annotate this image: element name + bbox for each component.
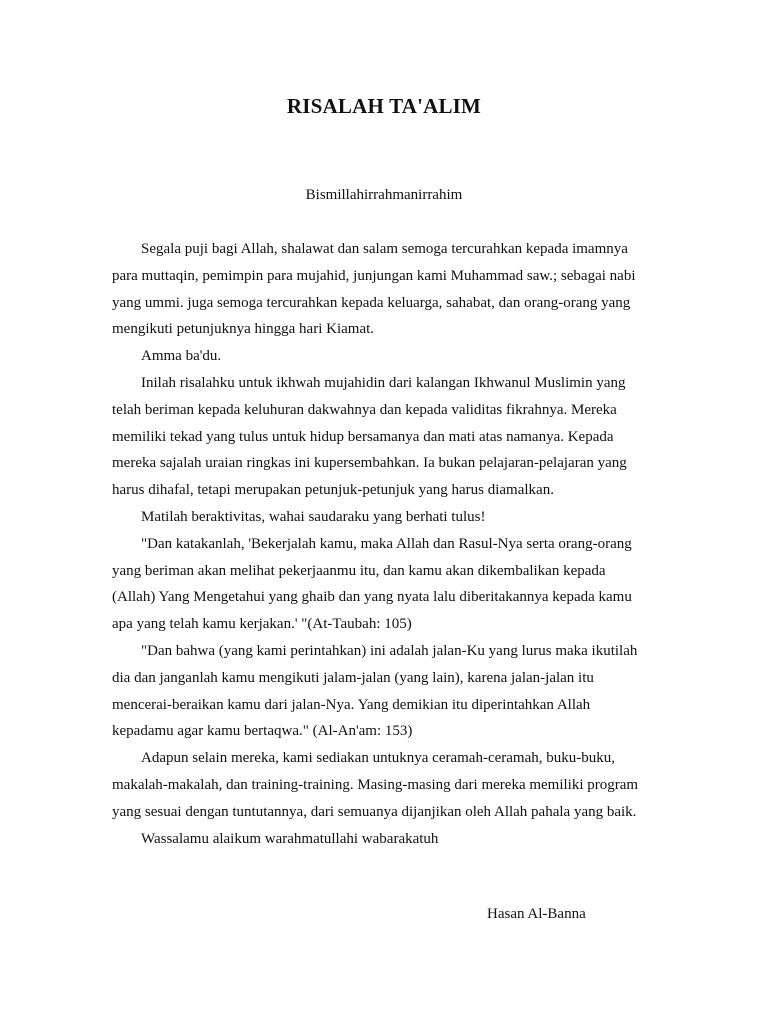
text-line: para muttaqin, pemimpin para mujahid, junjungan kami Muhammad saw.; sebagai nabi	[112, 267, 636, 284]
paragraph	[112, 370, 644, 504]
text-line: "Dan bahwa (yang kami perintahkan) ini adalah jalan-Ku yang lurus maka ikutilah	[141, 642, 638, 659]
text-line: Segala puji bagi Allah, shalawat dan salam semoga tercurahkan kepada imamnya	[141, 241, 628, 257]
text-line: Wassalamu alaikum warahmatullahi wabarakatuh	[141, 830, 439, 847]
paragraph	[112, 745, 644, 825]
text-line: dia dan janganlah kamu mengikuti jalam-jalan (yang lain), karena jalan-jalan itu	[112, 669, 594, 686]
paragraph	[112, 826, 644, 853]
text-line: mengikuti petunjuknya hingga hari Kiamat.	[112, 321, 375, 338]
text-line: kepadamu agar kamu bertaqwa." (Al-An'am: 153)	[112, 723, 413, 740]
text-line: memiliki tekad yang tulus untuk hidup bersamanya dan mati atas namanya. Kepada	[112, 428, 614, 445]
paragraph	[112, 236, 644, 343]
body-text	[112, 236, 644, 852]
text-line: yang sesuai dengan tuntutannya, dari semuanya dijanjikan oleh Allah pahala yang baik.	[112, 803, 637, 820]
text-line: yang beriman akan melihat pekerjaanmu itu, dan kamu akan dikembalikan kepada	[112, 562, 606, 579]
text-line: apa yang telah kamu kerjakan.' "(At-Taubah: 105)	[112, 616, 412, 633]
page-title: RISALAH TA'ALIM	[286, 94, 482, 118]
text-line: Adapun selain mereka, kami sediakan untuknya ceramah-ceramah, buku-buku,	[141, 750, 615, 767]
text-line: (Allah) Yang Mengetahui yang ghaib dan yang nyata lalu diberitakannya kepada kamu	[112, 589, 632, 606]
text-line: telah beriman kepada keluhuran dakwahnya dan kepada validitas fikrahnya. Mereka	[112, 401, 617, 418]
text-line: mencerai-beraikan kamu dari jalan-Nya. Yang demikian itu diperintahkan Allah	[112, 696, 591, 713]
text-line: Inilah risalahku untuk ikhwah mujahidin dari kalangan Ikhwanul Muslimin yang	[141, 374, 626, 391]
text-line: Matilah beraktivitas, wahai saudaraku yang berhati tulus!	[141, 508, 486, 525]
paragraph	[112, 531, 644, 638]
signature: Hasan Al-Banna	[487, 906, 586, 922]
opening-line: Bismillahirrahmanirrahim	[305, 187, 463, 203]
paragraph	[112, 343, 644, 370]
text-line: makalah-makalah, dan training-training. Masing-masing dari mereka memiliki program	[112, 776, 639, 793]
text-line: yang ummi. juga semoga tercurahkan kepada keluarga, sahabat, dan orang-orang yang	[112, 294, 631, 311]
text-line: "Dan katakanlah, 'Bekerjalah kamu, maka Allah dan Rasul-Nya serta orang-orang	[141, 535, 632, 552]
paragraph	[112, 638, 644, 745]
text-line: Amma ba'du.	[141, 348, 222, 365]
paragraph	[112, 504, 644, 531]
text-line: mereka sajalah uraian ringkas ini kupersembahkan. Ia bukan pelajaran-pelajaran yang	[112, 455, 627, 472]
text-line: harus dihafal, tetapi merupakan petunjuk-petunjuk yang harus diamalkan.	[112, 482, 554, 499]
